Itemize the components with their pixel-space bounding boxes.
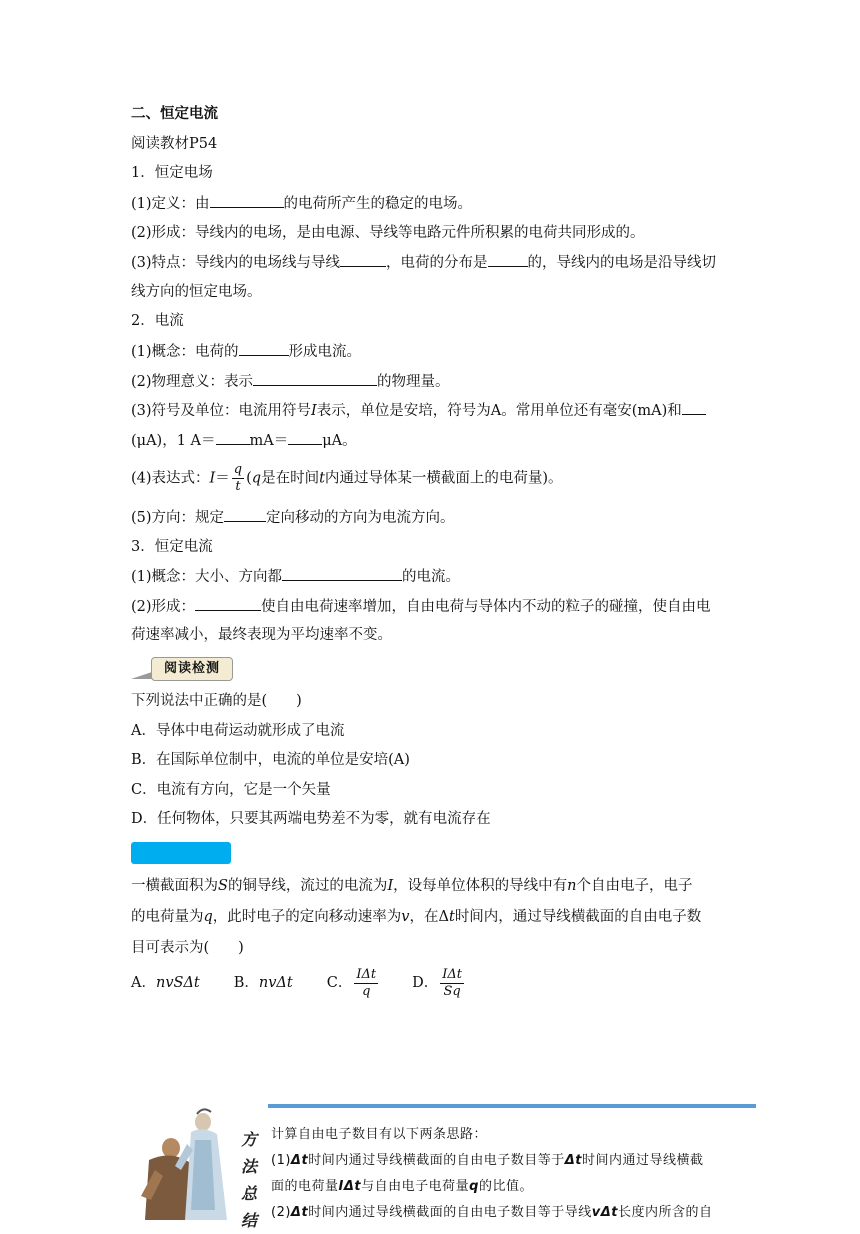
reading-check-tag (131, 655, 241, 681)
method-summary-text (271, 1122, 757, 1226)
s2-unit-cont: (μA)，1 A＝ mA＝ μA。 (131, 430, 357, 451)
s1-formation: (2)形成：导线内的电场，是由电源、导线等电路元件所积累的电荷共同形成的。 (131, 225, 645, 241)
fill-blank (216, 430, 250, 445)
method-top-rule (268, 1104, 756, 1108)
s1-definition: (1)定义：由 的电荷所产生的稳定的电场。 (131, 193, 472, 214)
q1-option-a: A．导体中电荷运动就形成了电流 (131, 723, 345, 739)
example-tag (131, 842, 231, 864)
method-summary-box (131, 1096, 756, 1230)
method-vertical-title: 方 法 总 结 (240, 1130, 257, 1230)
method-point-1: (1)Δt时间内通过导线横截面的自由电子数目等于Δt时间内通过导线横截 (271, 1153, 704, 1168)
s2-concept: (1)概念：电荷的 形成电流。 (131, 341, 361, 362)
fill-blank (488, 252, 528, 267)
q1-stem: 下列说法中正确的是( ) (131, 693, 302, 709)
q1-option-c: C．电流有方向，它是一个矢量 (131, 782, 331, 798)
q1-option-b: B．在国际单位制中，电流的单位是安培(A) (131, 752, 410, 768)
fill-blank (210, 193, 284, 208)
fill-blank (195, 596, 261, 611)
fraction-q-over-t: $\frac{q}{t}$ (233, 462, 243, 494)
s3-concept: (1)概念：大小、方向都 的电流。 (131, 566, 460, 587)
s2-unit: (3)符号及单位：电流用符号I表示，单位是安培，符号为A。常用单位还有毫安(mA)和 (131, 400, 706, 421)
section-title: 二、恒定电流 (131, 105, 218, 122)
method-point-1-cont: 面的电荷量IΔt与自由电子电荷量q的比值。 (271, 1179, 533, 1194)
s1-heading: 1．恒定电场 (131, 165, 213, 181)
s1-feature: (3)特点：导线内的电场线与导线 ，电荷的分布是 的，导线内的电场是沿导线切 (131, 252, 716, 273)
method-point-2: (2)Δt时间内通过导线横截面的自由电子数目等于导线vΔt长度内所含的自 (271, 1205, 713, 1220)
method-intro: 计算自由电子数目有以下两条思路： (271, 1127, 488, 1142)
s3-heading: 3．恒定电流 (131, 539, 213, 555)
reading-reference: 阅读教材P54 (131, 136, 218, 152)
fill-blank (682, 400, 706, 415)
fill-blank (224, 507, 266, 522)
q2-option-d: $\frac{\text{IΔt}}{Sq}$ (442, 966, 462, 999)
q2-option-b: nvΔt (258, 975, 293, 991)
s2-meaning: (2)物理意义：表示 的物理量。 (131, 371, 450, 392)
s2-expression: (4)表达式：I＝ $\frac{q}{t}$ (q是在时间t内通过导体某一横截面上的电荷量)。 (131, 462, 563, 494)
s2-direction: (5)方向：规定 定向移动的方向为电流方向。 (131, 507, 455, 528)
q2-option-a: nvSΔt (155, 975, 200, 991)
q2-line-2: 的电荷量为q，此时电子的定向移动速率为v，在Δt时间内，通过导线横截面的自由电子数 (131, 909, 702, 925)
fill-blank (340, 252, 386, 267)
fill-blank (282, 566, 402, 581)
q2-option-c: $\frac{\text{IΔt}}{q}$ (356, 966, 377, 999)
q2-line-3: 目可表示为( ) (131, 940, 244, 956)
fill-blank (288, 430, 322, 445)
q2-options: A．nvSΔt B．nvΔt C． $\frac{\text{IΔt}}{q}$ D． $\frac{\text{IΔt}}{Sq}$ (131, 966, 462, 999)
scholar-figure-illustration (131, 1100, 231, 1220)
q1-option-d: D．任何物体，只要其两端电势差不为零，就有电流存在 (131, 811, 491, 827)
q2-line-1: 一横截面积为S的铜导线，流过的电流为I，设每单位体积的导线中有n个自由电子，电子 (131, 878, 693, 894)
s3-formation: (2)形成： 使自由电荷速率增加，自由电荷与导体内不动的粒子的碰撞，使自由电 (131, 596, 711, 617)
fill-blank (253, 371, 377, 386)
reading-check-label: 阅读检测 (151, 657, 233, 681)
s2-heading: 2．电流 (131, 313, 184, 329)
s1-feature-cont: 线方向的恒定电场。 (131, 284, 262, 300)
fill-blank (239, 341, 289, 356)
s3-formation-cont: 荷速率减小，最终表现为平均速率不变。 (131, 627, 392, 643)
